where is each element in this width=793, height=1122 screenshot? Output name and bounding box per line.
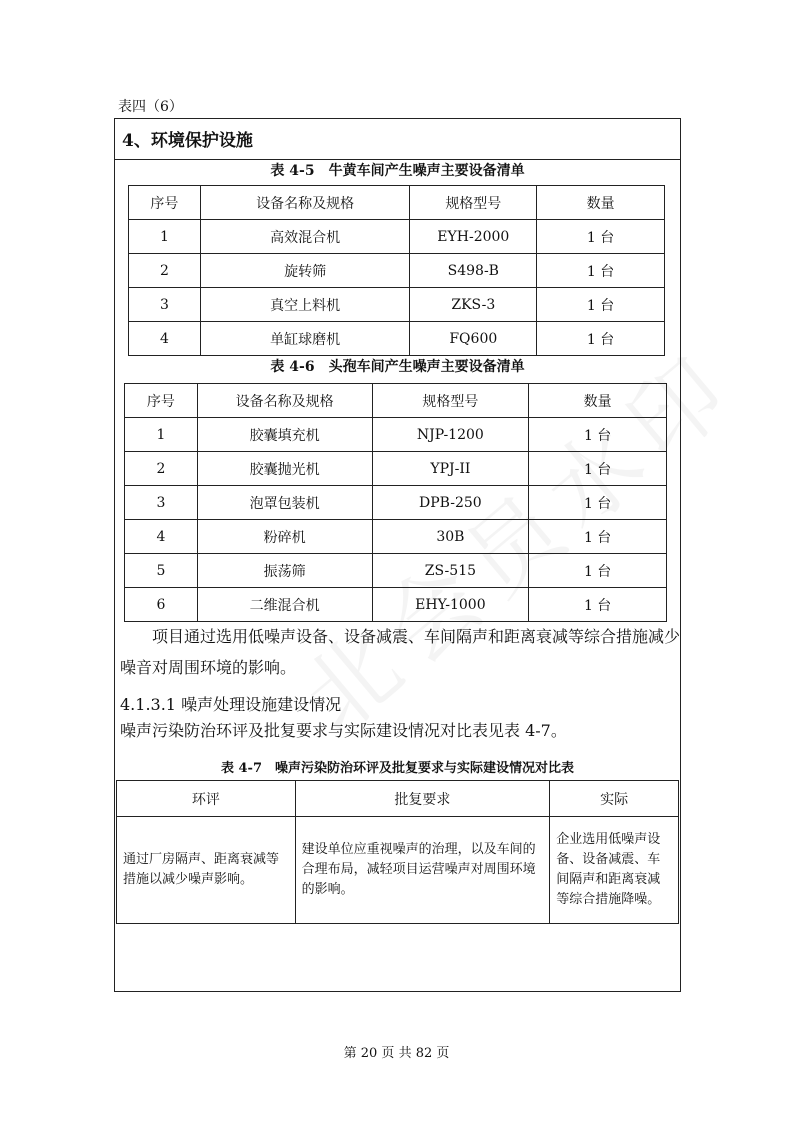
subsection-heading: 4.1.3.1 噪声处理设施建设情况: [120, 695, 342, 714]
cell-model: 30B: [372, 520, 529, 554]
cell-model: ZS-515: [372, 554, 529, 588]
cell-approval: 建设单位应重视噪声的治理，以及车间的合理布局，减轻项目运营噪声对周围环境的影响。: [295, 817, 550, 924]
table-4-7: [116, 780, 679, 924]
header-cell: 序号: [125, 384, 198, 418]
cell-quantity: 1 台: [529, 554, 667, 588]
header-cell: 实际: [550, 781, 679, 817]
cell-index: 5: [125, 554, 198, 588]
cell-index: 1: [125, 418, 198, 452]
table-row: [129, 288, 665, 322]
cell-model: DPB-250: [372, 486, 529, 520]
cell-quantity: 1 台: [529, 486, 667, 520]
cell-equipment: 胶囊抛光机: [197, 452, 372, 486]
cell-equipment: 二维混合机: [197, 588, 372, 622]
cell-quantity: 1 台: [537, 322, 665, 356]
paragraph-line: 项目通过选用低噪声设备、设备减震、车间隔声和距离衰减等综合措施减少: [152, 627, 681, 646]
cell-index: 4: [125, 520, 198, 554]
table-row: [125, 418, 667, 452]
cell-quantity: 1 台: [529, 452, 667, 486]
cell-index: 2: [129, 254, 201, 288]
cell-equipment: 真空上料机: [200, 288, 410, 322]
cell-index: 6: [125, 588, 198, 622]
cell-index: 2: [125, 452, 198, 486]
table-row: [125, 554, 667, 588]
header-cell: 规格型号: [410, 186, 537, 220]
table-4-7-caption: 表 4-7 噪声污染防治环评及批复要求与实际建设情况对比表: [220, 761, 574, 776]
cell-equipment: 单缸球磨机: [200, 322, 410, 356]
cell-quantity: 1 台: [529, 588, 667, 622]
cell-model: FQ600: [410, 322, 537, 356]
cell-model: NJP-1200: [372, 418, 529, 452]
cell-equipment: 旋转筛: [200, 254, 410, 288]
table-4-6-caption: 表 4-6 头孢车间产生噪声主要设备清单: [270, 359, 525, 375]
cell-equipment: 泡罩包装机: [197, 486, 372, 520]
cell-quantity: 1 台: [537, 220, 665, 254]
header-cell: 设备名称及规格: [200, 186, 410, 220]
page-number: 第 20 页 共 82 页: [343, 1046, 450, 1061]
table-header-row: [117, 781, 679, 817]
table-row: [129, 220, 665, 254]
cell-model: YPJ-II: [372, 452, 529, 486]
header-cell: 数量: [529, 384, 667, 418]
table-header-row: [125, 384, 667, 418]
header-cell: 环评: [117, 781, 296, 817]
cell-equipment: 高效混合机: [200, 220, 410, 254]
cell-actual: 企业选用低噪声设备、设备减震、车间隔声和距离衰减等综合措施降噪。: [550, 817, 679, 924]
table-header-row: [129, 186, 665, 220]
cell-equipment: 粉碎机: [197, 520, 372, 554]
cell-eia: 通过厂房隔声、距离衰减等措施以减少噪声影响。: [117, 817, 296, 924]
table-row: [125, 520, 667, 554]
cell-index: 3: [125, 486, 198, 520]
table-label: 表四（6）: [118, 99, 183, 115]
cell-quantity: 1 台: [537, 288, 665, 322]
table-row: [129, 322, 665, 356]
table-row: [125, 452, 667, 486]
cell-quantity: 1 台: [537, 254, 665, 288]
table-row: [125, 486, 667, 520]
paragraph-line: 噪音对周围环境的影响。: [120, 658, 297, 677]
cell-quantity: 1 台: [529, 520, 667, 554]
cell-model: EHY-1000: [372, 588, 529, 622]
section-title: 4、环境保护设施: [122, 131, 253, 151]
table-4-5: [128, 185, 665, 356]
cell-index: 1: [129, 220, 201, 254]
cell-model: EYH-2000: [410, 220, 537, 254]
cell-model: ZKS-3: [410, 288, 537, 322]
cell-equipment: 胶囊填充机: [197, 418, 372, 452]
header-cell: 设备名称及规格: [197, 384, 372, 418]
paragraph: 噪声污染防治环评及批复要求与实际建设情况对比表见表 4-7。: [120, 721, 567, 740]
header-cell: 数量: [537, 186, 665, 220]
header-cell: 规格型号: [372, 384, 529, 418]
cell-model: S498-B: [410, 254, 537, 288]
header-cell: 批复要求: [295, 781, 550, 817]
table-row: [125, 588, 667, 622]
table-row: [129, 254, 665, 288]
cell-index: 4: [129, 322, 201, 356]
table-row: [117, 817, 679, 924]
cell-equipment: 振荡筛: [197, 554, 372, 588]
cell-index: 3: [129, 288, 201, 322]
table-4-5-caption: 表 4-5 牛黄车间产生噪声主要设备清单: [270, 163, 525, 179]
cell-quantity: 1 台: [529, 418, 667, 452]
table-4-6: [124, 383, 667, 622]
header-cell: 序号: [129, 186, 201, 220]
